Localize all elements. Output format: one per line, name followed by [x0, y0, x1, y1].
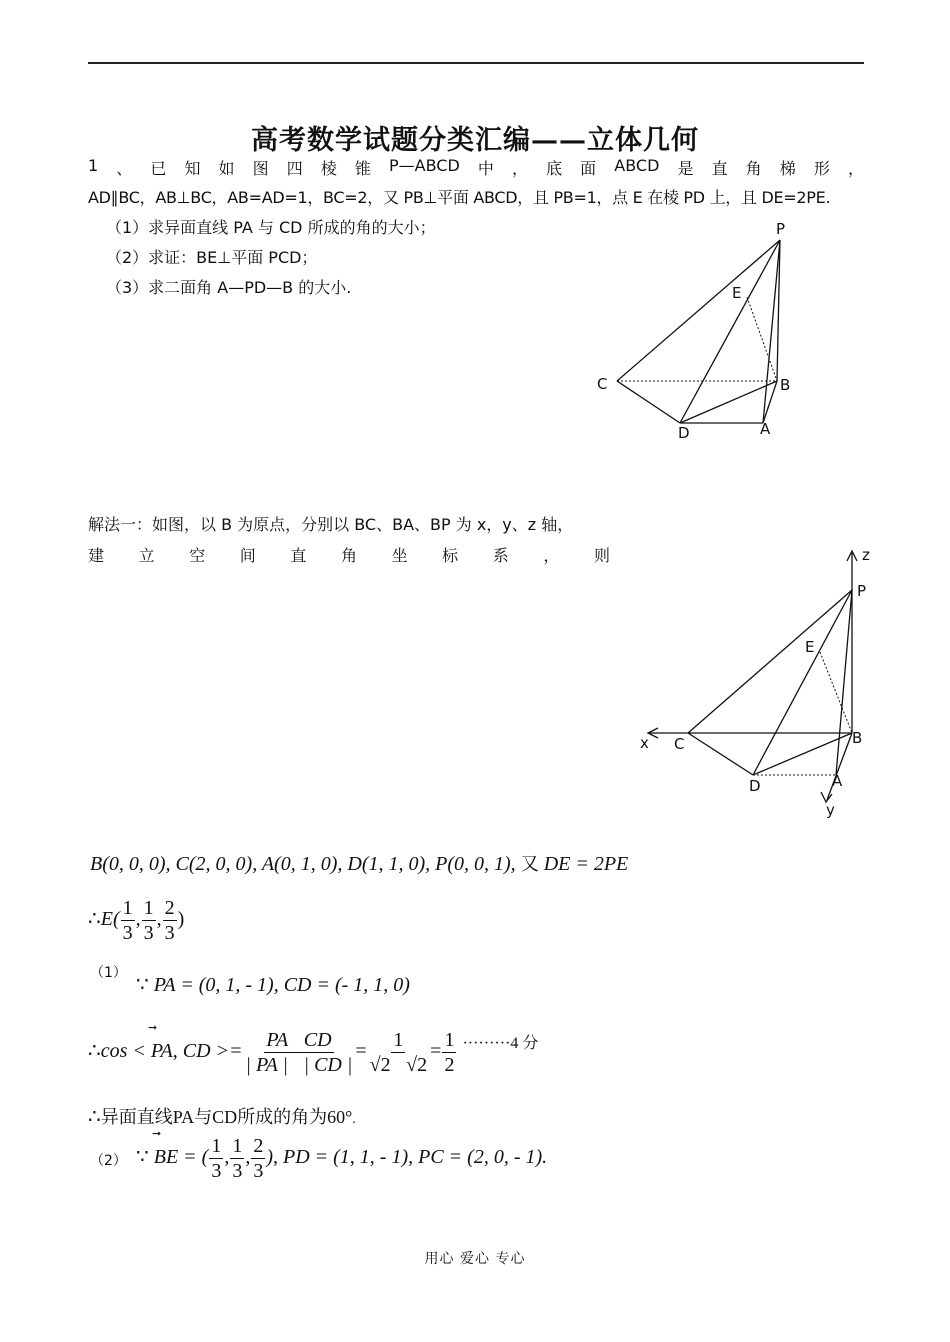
- text-token: 1: [88, 156, 99, 175]
- label-p: P: [776, 220, 786, 238]
- label-y-axis: y: [826, 801, 835, 819]
- label-e2: E: [805, 638, 815, 656]
- text-token: 间: [239, 546, 256, 565]
- text-token: 中: [477, 159, 494, 178]
- vector-arrow-icon: ➞: [152, 1127, 162, 1140]
- page-footer: 用心 爱心 专心: [424, 1251, 526, 1267]
- problem-line-2: AD∥BC，AB⊥BC，AB=AD=1，BC=2，又 PB⊥平面 ABCD，且 PB=1，点 E 在棱 PD 上，且 DE=2PE.: [88, 188, 831, 207]
- text-token: 面: [580, 159, 597, 178]
- text-token: ，: [543, 546, 560, 565]
- text-token: 四: [286, 159, 303, 178]
- text-token: 图: [252, 159, 269, 178]
- text-token: ABCD: [614, 156, 660, 175]
- label-d2: D: [749, 777, 761, 795]
- part-2-vectors: ∵ BE = ( $\frac{1}{3}$ , $\frac{1}{3}$ , $\frac{2}{3}$ ), PD = (1, 1, - 1), PC = (2, 0, - 1).: [136, 1135, 548, 1182]
- question-3: （3）求二面角 A—PD—B 的大小.: [106, 278, 352, 297]
- header-rule: [88, 62, 864, 64]
- part-2-label: （2）: [90, 1153, 127, 1169]
- text-token: 、: [116, 159, 133, 178]
- pyramid-figure-1: [580, 215, 820, 450]
- vector-arrow-icon: ➞: [148, 1021, 158, 1034]
- text-token: 则: [593, 546, 610, 565]
- solution-line-2: [88, 543, 610, 566]
- angle-conclusion: ∴异面直线PA与CD所成的角为60°.: [88, 1106, 356, 1128]
- question-2: （2）求证：BE⊥平面 PCD；: [106, 248, 318, 267]
- text-token: 形: [813, 159, 830, 178]
- label-e: E: [732, 284, 742, 302]
- text-token: 锥: [354, 159, 371, 178]
- point-e-line: ∴E( $\frac{1}{3}$ , $\frac{1}{3}$ , $\frac{2}{3}$ ): [88, 897, 185, 944]
- text-token: 直: [290, 546, 307, 565]
- question-1: （1）求异面直线 PA 与 CD 所成的角的大小；: [106, 218, 436, 237]
- text-token: 底: [546, 159, 563, 178]
- label-z-axis: z: [862, 546, 870, 564]
- cosine-line: ∴cos < PA, CD >= $\frac{PA⃞CD}{| PA |⃞| CD |}$ = $\frac{1}{√2⃞√2}$ = $\frac{1}{2}$ $^{\cdot\cdot\cdot\cdot\cdot\cdot\cdot\cdot\cdot 4 分}$: [88, 1029, 539, 1076]
- label-c2: C: [674, 735, 685, 753]
- text-token: 坐: [391, 546, 408, 565]
- label-b2: B: [852, 729, 863, 747]
- text-token: 角: [745, 159, 762, 178]
- text-token: ，: [511, 159, 528, 178]
- text-token: 是: [677, 159, 694, 178]
- label-x-axis: x: [640, 734, 649, 752]
- part-1-label: （1）: [90, 965, 127, 981]
- text-token: P—ABCD: [389, 156, 460, 175]
- text-token: 知: [184, 159, 201, 178]
- text-token: 立: [138, 546, 155, 565]
- text-token: 棱: [320, 159, 337, 178]
- coordinates-line: B(0, 0, 0), C(2, 0, 0), A(0, 1, 0), D(1, 1, 0), P(0, 0, 1), 又 DE = 2PE: [90, 853, 629, 875]
- text-token: 建: [88, 546, 105, 565]
- page-title: 高考数学试题分类汇编——立体几何: [251, 125, 699, 156]
- problem-line-1: [88, 156, 864, 179]
- label-d: D: [678, 424, 690, 442]
- solution-intro: 解法一：如图，以 B 为原点，分别以 BC、BA、BP 为 x，y、z 轴，: [88, 515, 574, 534]
- text-token: 如: [218, 159, 235, 178]
- label-a: A: [760, 420, 771, 438]
- text-token: 梯: [779, 159, 796, 178]
- text-token: 已: [150, 159, 167, 178]
- text-token: 直: [711, 159, 728, 178]
- text-token: 空: [189, 546, 206, 565]
- part-1-vectors: ∵ PA = (0, 1, - 1), CD = (- 1, 1, 0): [136, 974, 410, 996]
- pyramid-figure-2: [630, 540, 880, 820]
- text-token: ，: [847, 159, 864, 178]
- label-c: C: [597, 375, 608, 393]
- text-token: 标: [442, 546, 459, 565]
- text-token: 系: [492, 546, 509, 565]
- label-p2: P: [857, 582, 867, 600]
- text-token: 角: [340, 546, 357, 565]
- label-b: B: [780, 376, 791, 394]
- label-a2: A: [832, 772, 843, 790]
